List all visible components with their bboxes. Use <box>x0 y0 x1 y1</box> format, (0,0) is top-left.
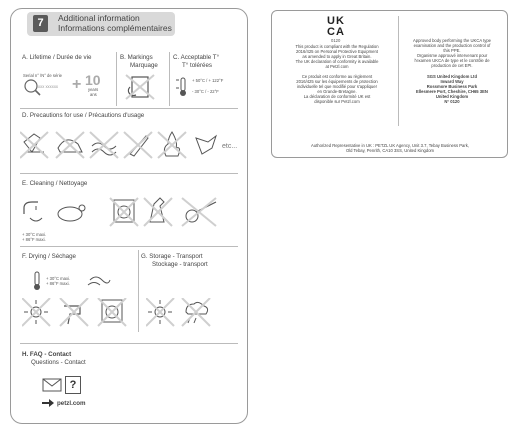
ukca-text-line: as amended to apply in Great Britain. <box>302 54 372 59</box>
abrasion-icon <box>56 132 84 158</box>
fire-icon <box>158 132 186 158</box>
plus-sign: + <box>72 76 82 93</box>
faq-title: H. FAQ - Contact <box>22 351 72 358</box>
ukca-text-line: Inward Way <box>440 79 464 84</box>
ukca-text-line: N° 0120 <box>444 99 460 104</box>
ukca-text-line: 2016/425 sur les équipements de protection <box>296 79 378 84</box>
markings-subtitle: Marquage <box>130 62 158 69</box>
temperature-min: - 30°C / - 22°F <box>192 89 219 94</box>
ukca-right-text <box>400 38 504 68</box>
hair-dryer-icon <box>60 298 88 326</box>
thermometer-icon <box>176 76 190 98</box>
ukca-text-line: en Grande-Bretagne. <box>317 89 357 94</box>
washing-machine-icon <box>110 198 138 226</box>
serial-value: xxx xxxxxx <box>38 84 59 89</box>
storage-subtitle: Stockage - transport <box>152 261 208 268</box>
ukca-text-line: Ce produit est conforme au règlement <box>301 74 373 79</box>
drying-prohibited-icons <box>22 298 132 328</box>
air-dry-icon <box>86 272 112 288</box>
sun-icon <box>146 298 174 326</box>
storage-title: G. Storage - Transport <box>141 253 203 260</box>
ukca-text-line: Rossmore Business Park <box>426 84 478 89</box>
product-marking-icon <box>124 73 158 101</box>
knife-icon <box>124 132 152 158</box>
cleaning-temp-2: + 86°F maxi. <box>22 237 46 242</box>
cleaning-temp-1: + 30°C maxi. <box>22 232 47 237</box>
ukca-logo-line1: UK <box>327 15 345 27</box>
years-label: years <box>88 87 99 92</box>
section-divider <box>20 343 238 344</box>
temperature-max: + 50°C / + 122°F <box>192 78 224 83</box>
section-divider <box>20 108 238 109</box>
ukca-text-line: La déclaration de conformité UK est <box>303 94 371 99</box>
envelope-icon <box>42 378 62 392</box>
precautions-etc: etc... <box>222 143 238 150</box>
ukca-logo-line2: CA <box>327 26 345 38</box>
precautions-title: D. Precautions for use / Précautions d'usage <box>22 112 145 119</box>
ukca-text-line: The UK declaration of conformity is available <box>295 59 379 64</box>
temperature-subtitle: T° tolérées <box>182 62 212 69</box>
cleaning-icons <box>22 196 222 232</box>
ukca-text-line: production de cet EPI. <box>431 63 473 68</box>
faq-subtitle: Questions - Contact <box>31 359 86 366</box>
ukca-text-line: l'examen UKCA de type et le contrôle de <box>414 58 490 63</box>
ukca-text-line: Ellesmere Port, Cheshire, CH65 3EN <box>416 89 488 94</box>
ukca-left-text <box>278 44 396 104</box>
impact-icon <box>196 136 216 154</box>
ukca-logo-number: 0120 <box>331 38 341 43</box>
section-divider <box>20 173 238 174</box>
ukca-text-line: This product is compliant with the Regulation <box>295 44 379 49</box>
precautions-icons <box>20 128 220 162</box>
sun-icon <box>22 298 50 326</box>
ukca-footer-2: Old Tebay, Penrith, CA10 3SS, United Kingdom <box>345 148 435 153</box>
section-title-fr: Informations complémentaires <box>58 23 172 33</box>
soap-brush-icon <box>58 205 85 221</box>
drying-temp-1: + 30°C maxi. <box>46 276 71 281</box>
dryer-machine-icon <box>98 298 126 326</box>
years-value: 10 <box>85 72 101 88</box>
divider <box>169 52 170 106</box>
section-title-en: Additional information <box>58 13 140 23</box>
rain-icon <box>182 298 210 326</box>
arrow-right-icon <box>42 399 54 407</box>
ukca-text-line: 2016/425 on Personal Protective Equipment <box>296 49 378 54</box>
section-divider <box>20 246 238 247</box>
divider <box>138 250 139 332</box>
drying-title: F. Drying / Séchage <box>22 253 76 260</box>
ukca-text-line: at Petzl.com <box>325 64 349 69</box>
ukca-text-line: Organisme approuvé intervenant pour <box>416 53 488 58</box>
ans-label: ans <box>90 92 97 97</box>
ukca-text-line: disponible sur Petzl.com <box>314 99 360 104</box>
serial-label: Serial n° /N° de série <box>23 73 62 78</box>
section-number: 7 <box>33 15 48 32</box>
pressure-washer-icon <box>182 198 216 226</box>
faucet-icon <box>24 202 42 221</box>
ukca-text-line: individuelle tel que modifié pour s'appliquer <box>297 84 377 89</box>
ukca-text-line: United Kingdom <box>435 94 469 99</box>
detergent-icon <box>144 198 172 226</box>
ukca-text-line: Approved body performing the UKCA type <box>413 38 491 43</box>
thermometer-icon <box>30 270 44 292</box>
divider <box>116 52 117 106</box>
ukca-text-line: this PPE. <box>443 48 461 53</box>
ukca-text-line: examination and the production control of <box>413 43 491 48</box>
markings-title: B. Markings <box>120 54 153 61</box>
ukca-footer-1: Authorized Representative in UK : PETZL UK Agency, Unit 3.7, Tebay Business Park, <box>311 143 469 148</box>
drying-temp-2: + 86°F maxi. <box>46 281 70 286</box>
ukca-right-bold-text <box>400 74 504 104</box>
chemical-icon <box>20 132 48 158</box>
faq-url[interactable]: petzl.com <box>57 400 86 407</box>
cleaning-title: E. Cleaning / Nettoyage <box>22 180 88 187</box>
ukca-text-line: SGS United Kingdom Ltd <box>426 74 477 79</box>
divider <box>398 16 399 126</box>
question-icon: ? <box>65 376 81 394</box>
water-icon <box>90 132 118 158</box>
lifetime-title: A. Lifetime / Durée de vie <box>22 54 92 61</box>
storage-prohibited-icons <box>146 298 216 328</box>
temperature-title: C. Acceptable T° <box>173 54 220 61</box>
